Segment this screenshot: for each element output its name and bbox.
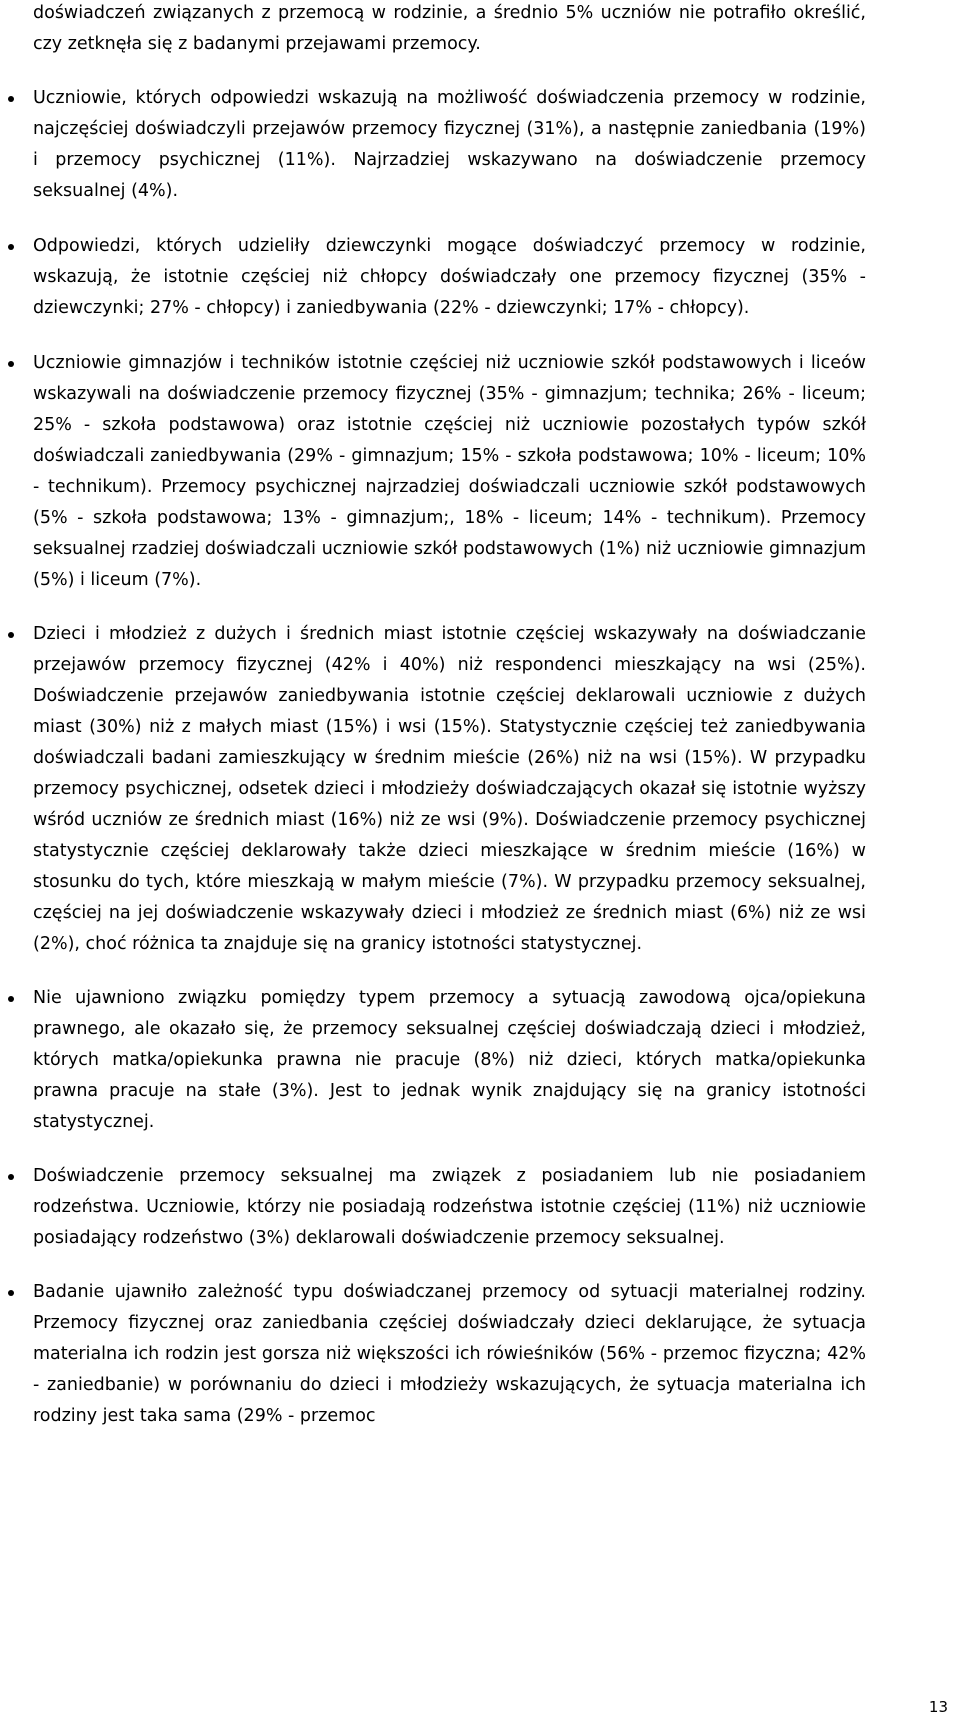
bullet-icon [8, 1174, 14, 1180]
bullet-icon [8, 96, 14, 102]
bullet-icon [8, 244, 14, 250]
list-item [33, 1161, 866, 1254]
bullet-text: Badanie ujawniło zależność typu doświadczanej przemocy od sytuacji materialnej rodziny. Przemocy fizycznej oraz zaniedbania częściej doświadczały dzieci deklarujące, że sytuacja materialna ich rodzin jest gorsza niż większości ich rówieśników (56% - przemoc fizyczna; 42% - zaniedbanie) w porównaniu do dzieci i młodzieży wskazujących, że sytuacja materialna ich rodziny jest taka sama (29% - przemoc [33, 1282, 866, 1426]
document-page [33, 0, 866, 1432]
page-number: 13 [928, 1698, 948, 1716]
list-item [33, 1277, 866, 1432]
bullet-icon [8, 1290, 14, 1296]
bullet-text: Uczniowie, których odpowiedzi wskazują na możliwość doświadczenia przemocy w rodzinie, najczęściej doświadczyli przejawów przemocy fizycznej (31%), a następnie zaniedbania (19%) i przemocy psychicznej (11%). Najrzadziej wskazywano na doświadczenie przemocy seksualnej (4%). [33, 88, 866, 201]
list-item [33, 231, 866, 324]
list-item [33, 348, 866, 596]
lead-paragraph: doświadczeń związanych z przemocą w rodzinie, a średnio 5% uczniów nie potrafiło określić, czy zetknęła się z badanymi przejawami przemocy. [33, 3, 866, 54]
list-item [33, 619, 866, 960]
bullet-text: Dzieci i młodzież z dużych i średnich miast istotnie częściej wskazywały na doświadczanie przejawów przemocy fizycznej (42% i 40%) niż respondenci mieszkający na wsi (25%). Doświadczenie przejawów zaniedbywania istotnie częściej deklarowali uczniowie z dużych miast (30%) niż z małych miast (15%) i wsi (15%). Statystycznie częściej też zaniedbywania doświadczali badani zamieszkujący w średnim mieście (26%) niż na wsi (15%). W przypadku przemocy psychicznej, odsetek dzieci i młodzieży doświadczających okazał się istotnie wyższy wśród uczniów ze średnich miast (16%) niż ze wsi (9%). Doświadczenie przemocy psychicznej statystycznie częściej deklarowały także dzieci mieszkające w średnim mieście (16%) w stosunku do tych, które mieszkają w małym mieście (7%). W przypadku przemocy seksualnej, częściej na jej doświadczenie wskazywały dzieci i młodzież ze średnich miast (6%) niż ze wsi (2%), choć różnica ta znajduje się na granicy istotności statystycznej. [33, 624, 866, 954]
bullet-text: Nie ujawniono związku pomiędzy typem przemocy a sytuacją zawodową ojca/opiekuna prawnego, ale okazało się, że przemocy seksualnej częściej doświadczają dzieci i młodzież, których matka/opiekunka prawna nie pracuje (8%) niż dzieci, których matka/opiekunka prawna pracuje na stałe (3%). Jest to jednak wynik znajdujący się na granicy istotności statystycznej. [33, 988, 866, 1132]
list-item [33, 983, 866, 1138]
bullet-text: Doświadczenie przemocy seksualnej ma związek z posiadaniem lub nie posiadaniem rodzeństwa. Uczniowie, którzy nie posiadają rodzeństwa istotnie częściej (11%) niż uczniowie posiadający rodzeństwo (3%) deklarowali doświadczenie przemocy seksualnej. [33, 1166, 866, 1248]
bullet-text: Odpowiedzi, których udzieliły dziewczynki mogące doświadczyć przemocy w rodzinie, wskazują, że istotnie częściej niż chłopcy doświadczały one przemocy fizycznej (35% - dziewczynki; 27% - chłopcy) i zaniedbywania (22% - dziewczynki; 17% - chłopcy). [33, 236, 866, 318]
bullet-icon [8, 632, 14, 638]
list-item [33, 83, 866, 207]
bullet-icon [8, 361, 14, 367]
bullet-icon [8, 996, 14, 1002]
bullet-text: Uczniowie gimnazjów i techników istotnie częściej niż uczniowie szkół podstawowych i liceów wskazywali na doświadczenie przemocy fizycznej (35% - gimnazjum; technika; 26% - liceum; 25% - szkoła podstawowa) oraz istotnie częściej niż uczniowie pozostałych typów szkół doświadczali zaniedbywania (29% - gimnazjum; 15% - szkoła podstawowa; 10% - liceum; 10% - technikum). Przemocy psychicznej najrzadziej doświadczali uczniowie szkół podstawowych (5% - szkoła podstawowa; 13% - gimnazjum;, 18% - liceum; 14% - technikum). Przemocy seksualnej rzadziej doświadczali uczniowie szkół podstawowych (1%) niż uczniowie gimnazjum (5%) i liceum (7%). [33, 353, 866, 590]
